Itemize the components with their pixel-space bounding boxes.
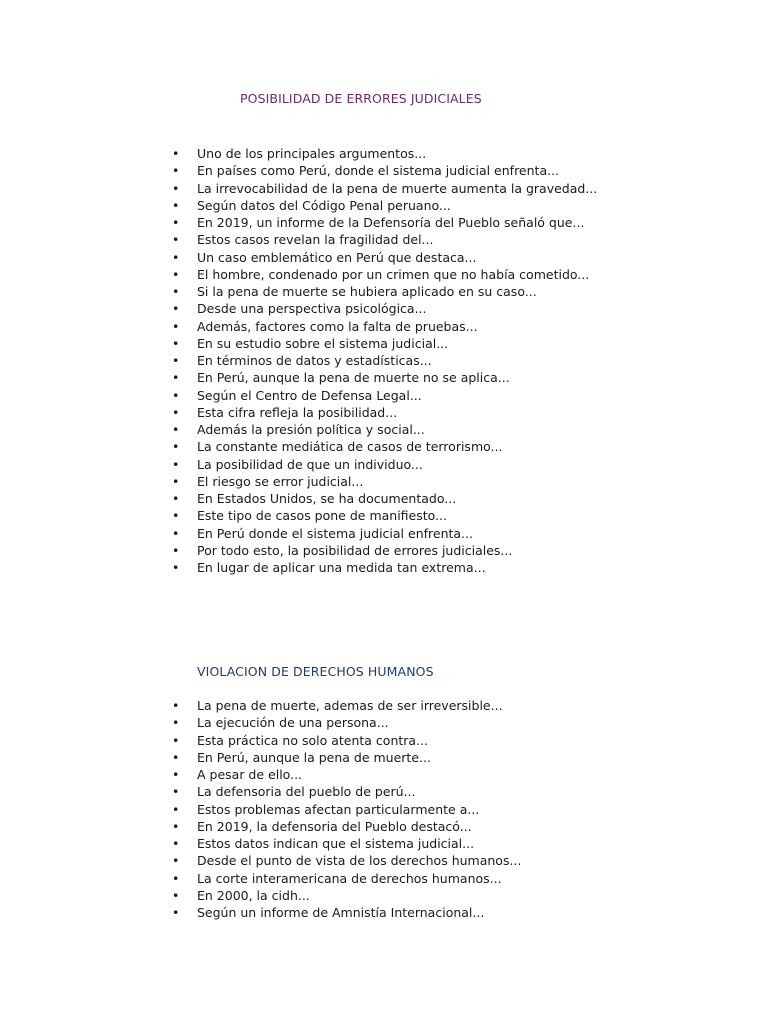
list-item: • En 2019, la defensoria del Pueblo destacó... <box>170 818 521 835</box>
list-item: • Esta cifra refleja la posibilidad... <box>170 404 597 421</box>
list-item: • Un caso emblemático en Perú que destaca... <box>170 249 597 266</box>
list-item: • El hombre, condenado por un crimen que no había cometido... <box>170 266 597 283</box>
list-item: • En Perú, aunque la pena de muerte... <box>170 749 521 766</box>
list-item: • Estos datos indican que el sistema judicial... <box>170 835 521 852</box>
list-item: • Según el Centro de Defensa Legal... <box>170 387 597 404</box>
list-item: • A pesar de ello... <box>170 766 521 783</box>
list-item: • La irrevocabilidad de la pena de muerte aumenta la gravedad... <box>170 180 597 197</box>
list-item: • En términos de datos y estadísticas... <box>170 352 597 369</box>
list-item: • La constante mediática de casos de terrorismo... <box>170 438 597 455</box>
list-item: • En lugar de aplicar una medida tan extrema... <box>170 559 597 576</box>
list-item: • La defensoria del pueblo de perú... <box>170 783 521 800</box>
list-item: • Estos problemas afectan particularmente a... <box>170 801 521 818</box>
bullet-list-derechos-humanos <box>170 697 521 921</box>
list-item: • La ejecución de una persona... <box>170 714 521 731</box>
list-item: • Además la presión política y social... <box>170 421 597 438</box>
bullet-list-errores-judiciales <box>170 145 597 576</box>
list-item: • La posibilidad de que un individuo... <box>170 456 597 473</box>
list-item: • Si la pena de muerte se hubiera aplicado en su caso... <box>170 283 597 300</box>
list-item: • Según datos del Código Penal peruano... <box>170 197 597 214</box>
list-item: • El riesgo se error judicial... <box>170 473 597 490</box>
list-item: • En Perú donde el sistema judicial enfrenta... <box>170 525 597 542</box>
list-item: • Estos casos revelan la fragilidad del... <box>170 231 597 248</box>
list-item: • La corte interamericana de derechos humanos... <box>170 870 521 887</box>
list-item: • En 2019, un informe de la Defensoría del Pueblo señaló que... <box>170 214 597 231</box>
list-item: • Desde una perspectiva psicológica... <box>170 300 597 317</box>
list-item: • Por todo esto, la posibilidad de errores judiciales... <box>170 542 597 559</box>
list-item: • Según un informe de Amnistía Internacional... <box>170 904 521 921</box>
list-item: • En 2000, la cidh... <box>170 887 521 904</box>
list-item: • En su estudio sobre el sistema judicial... <box>170 335 597 352</box>
list-item: • Esta práctica no solo atenta contra... <box>170 732 521 749</box>
list-item: • Este tipo de casos pone de manifiesto... <box>170 507 597 524</box>
list-item: • Además, factores como la falta de pruebas... <box>170 318 597 335</box>
list-item: • Desde el punto de vista de los derechos humanos... <box>170 852 521 869</box>
list-item: • En Perú, aunque la pena de muerte no se aplica... <box>170 369 597 386</box>
list-item: • La pena de muerte, ademas de ser irreversible... <box>170 697 521 714</box>
list-item: • En países como Perú, donde el sistema judicial enfrenta... <box>170 162 597 179</box>
section-heading-errores-judiciales: POSIBILIDAD DE ERRORES JUDICIALES <box>240 91 482 106</box>
section-heading-derechos-humanos: VIOLACION DE DERECHOS HUMANOS <box>197 664 434 679</box>
list-item: • Uno de los principales argumentos... <box>170 145 597 162</box>
list-item: • En Estados Unidos, se ha documentado... <box>170 490 597 507</box>
